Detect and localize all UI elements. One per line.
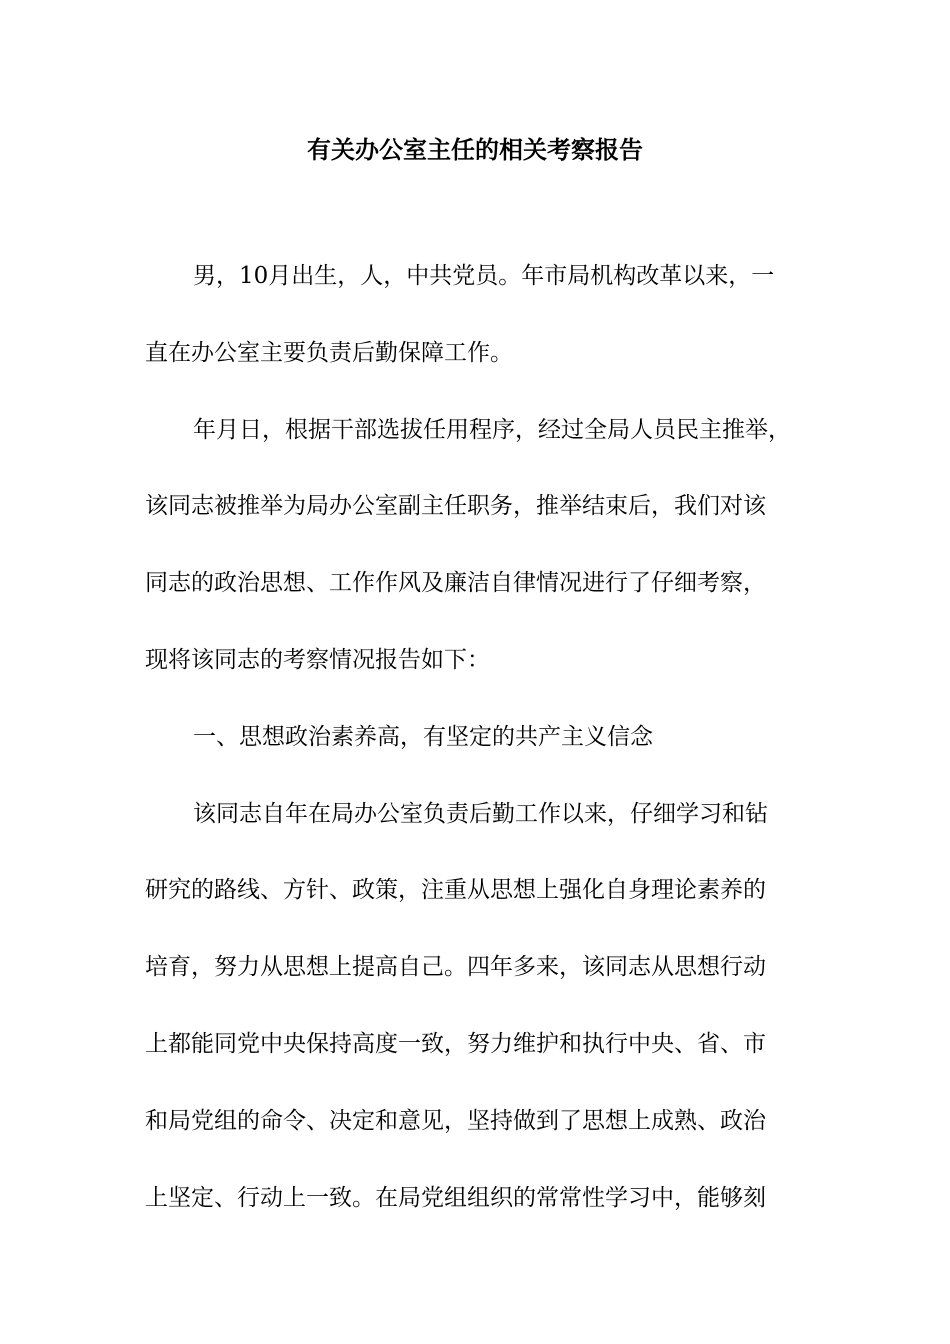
paragraph-line: 现将该同志的考察情况报告如下： — [145, 646, 490, 673]
document-body — [145, 258, 809, 1256]
paragraph-line: 培育，努力从思想上提高自己。四年多来，该同志从思想行动 — [145, 954, 766, 981]
paragraph-line: 男，10月出生，人，中共党员。年市局机构改革以来，一 — [193, 263, 775, 289]
section-heading: 一、思想政治素养高，有坚定的共产主义信念 — [193, 723, 653, 750]
paragraph-line: 直在办公室主要负责后勤保障工作。 — [145, 339, 513, 366]
paragraph-line: 该同志自年在局办公室负责后勤工作以来，仔细学习和钻 — [193, 800, 768, 827]
paragraph-line: 研究的路线、方针、政策，注重从思想上强化自身理论素养的 — [145, 877, 766, 904]
paragraph-line: 上都能同党中央保持高度一致，努力维护和执行中央、省、市 — [145, 1030, 766, 1057]
paragraph-line: 上坚定、行动上一致。在局党组组织的常常性学习中，能够刻 — [145, 1184, 766, 1211]
paragraph-line: 该同志被推举为局办公室副主任职务，推举结束后，我们对该 — [145, 493, 766, 520]
document-title: 有关办公室主任的相关考察报告 — [307, 135, 643, 164]
paragraph-line: 和局党组的命令、决定和意见，坚持做到了思想上成熟、政治 — [145, 1107, 766, 1134]
paragraph-line: 年月日，根据干部选拔任用程序，经过全局人员民主推举， — [193, 416, 791, 443]
paragraph-line: 同志的政治思想、工作作风及廉洁自律情况进行了仔细考察， — [145, 570, 766, 597]
